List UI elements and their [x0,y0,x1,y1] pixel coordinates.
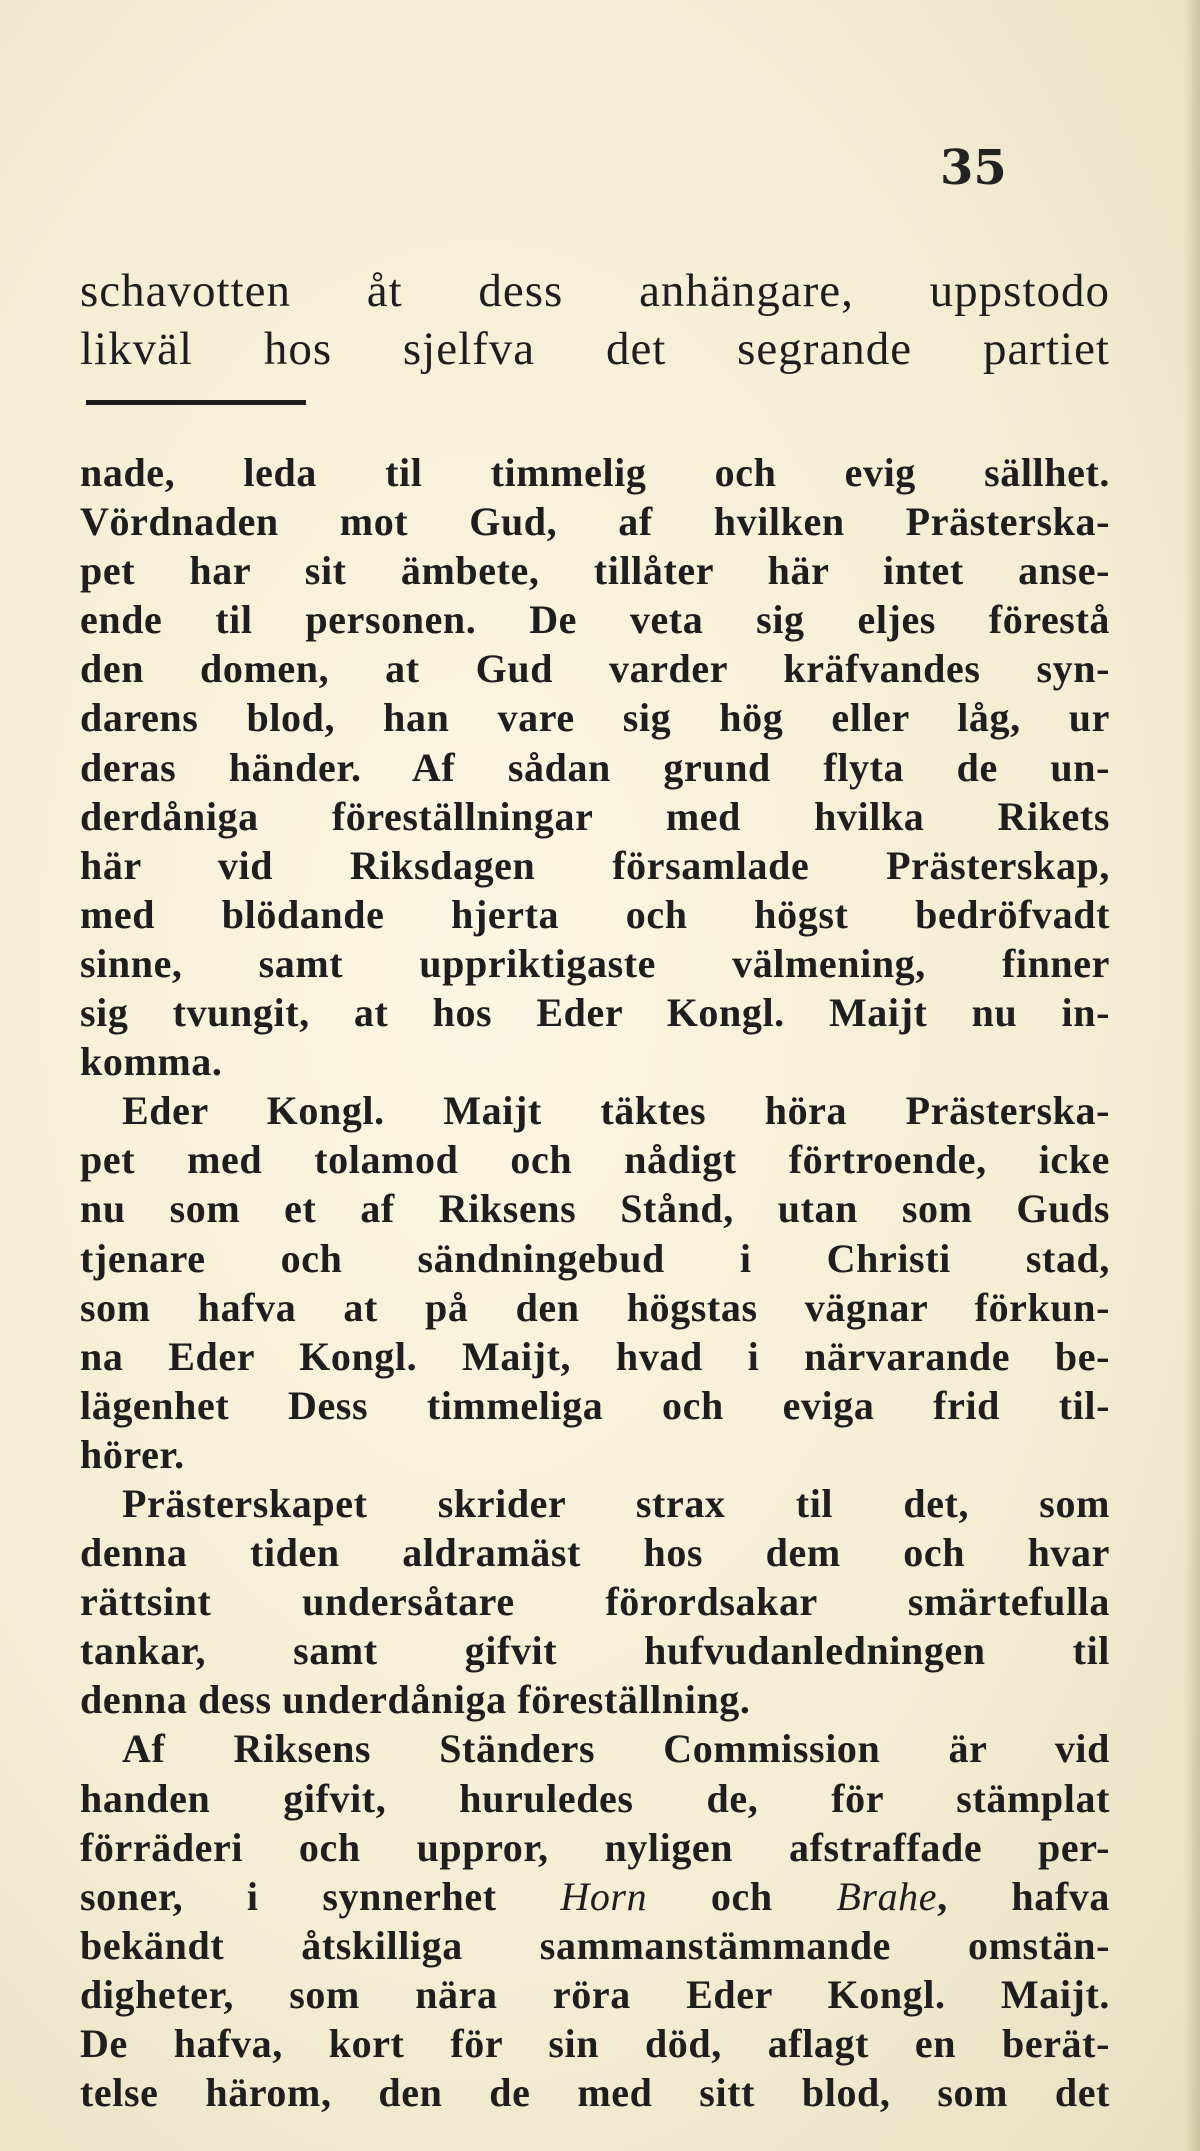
text-line: rättsint undersåtare förordsakar smärtefulla [80,1579,1110,1625]
text-line: som hafva at på den högstas vägnar förkun- [80,1284,1110,1330]
text-line: tjenare och sändningebud i Christi stad, [80,1235,1110,1281]
text-line: lägenhet Dess timmeliga och eviga frid til- [80,1382,1110,1428]
text-line: schavotten åt dess anhängare, uppstodo [80,265,1110,317]
text-line: likväl hos sjelfva det segrande partiet [80,323,1110,375]
text-line: förräderi och uppror, nyligen afstraffade per- [80,1824,1110,1870]
text-line: nade, leda til timmelig och evig sällhet. [80,450,1110,495]
text-line: denna dess underdåniga föreställning. [80,1677,751,1723]
text-line: na Eder Kongl. Maijt, hvad i närvarande be- [80,1333,1110,1379]
text-line: ende til personen. De veta sig eljes förestå [80,597,1110,643]
page-edge-shadow [1184,0,1200,2151]
text-line: Af Riksens Ständers Commission är vid [122,1726,1110,1772]
text-line: derdåniga föreställningar med hvilka Rikets [80,793,1110,839]
text-line: sinne, samt uppriktigaste välmening, finner [80,940,1110,986]
page-number: 35 [940,140,1007,196]
text-line: denna tiden aldramäst hos dem och hvar [80,1530,1110,1576]
italic-name: Horn [560,1873,648,1919]
text-line: Eder Kongl. Maijt täktes höra Prästerska- [122,1088,1110,1134]
text-line: pet med tolamod och nådigt förtroende, icke [80,1137,1110,1183]
italic-name: Brahe [836,1873,938,1919]
text-line: komma. [80,1039,223,1085]
text-line: med blödande hjerta och högst bedröfvadt [80,891,1110,937]
body-paragraphs [80,448,1110,2117]
text-line: soner, i synnerhet Horn och Brahe, hafva [80,1873,1110,1919]
text-line: hörer. [80,1431,185,1477]
text-line: deras händer. Af sådan grund flyta de un- [80,744,1110,790]
text-line: handen gifvit, huruledes de, för stämplat [80,1775,1110,1821]
top-paragraph [80,262,1110,378]
text-line: här vid Riksdagen församlade Prästerskap, [80,842,1110,888]
text-line: Vördnaden mot Gud, af hvilken Prästerska- [80,499,1110,545]
text-line: den domen, at Gud varder kräfvandes syn- [80,646,1110,692]
text-line: Prästerskapet skrider strax til det, som [122,1480,1110,1526]
text-line: pet har sit ämbete, tillåter här intet anse- [80,548,1110,594]
text-line: digheter, som nära röra Eder Kongl. Maijt. [80,1971,1110,2017]
text-line: tankar, samt gifvit hufvudanledningen til [80,1628,1110,1674]
text-line: darens blod, han vare sig hög eller låg, ur [80,695,1110,741]
text-line: De hafva, kort för sin död, aflagt en berät- [80,2021,1110,2066]
text-line: bekändt åtskilliga sammanstämmande omstän- [80,1922,1110,1968]
section-divider-rule [86,400,306,405]
text-line: telse härom, den de med sitt blod, som det [80,2070,1110,2116]
text-line: sig tvungit, at hos Eder Kongl. Maijt nu in- [80,990,1110,1036]
text-line: nu som et af Riksens Stånd, utan som Guds [80,1186,1110,1232]
